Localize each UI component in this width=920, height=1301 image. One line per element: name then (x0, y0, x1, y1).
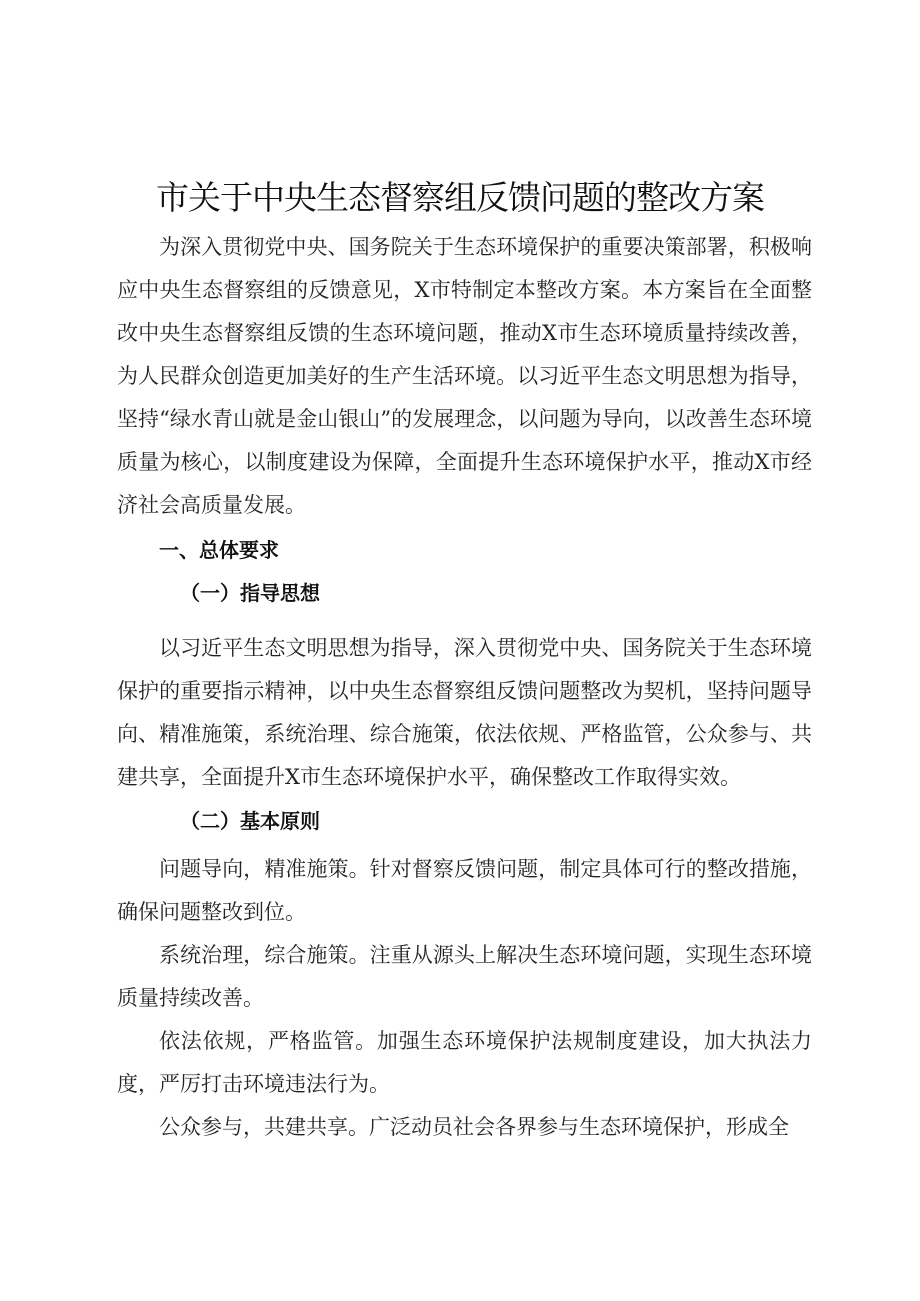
principle-paragraph: 公众参与，共建共享。广泛动员社会各界参与生态环境保护，形成全 (159, 1115, 789, 1139)
subsection-heading-guiding-ideology: （一）指导思想 (180, 581, 320, 605)
intro-block (117, 226, 812, 527)
principles-heading-block (117, 800, 812, 843)
principle-2-block (117, 934, 812, 1020)
subsection-heading-basic-principles: （二）基本原则 (180, 809, 320, 833)
principle-paragraph: 依法依规，严格监管。加强生态环境保护法规制度建设，加大执法力度，严厉打击环境违法行为。 (117, 1029, 812, 1096)
principle-4-block (117, 1106, 812, 1149)
principle-paragraph: 系统治理，综合施策。注重从源头上解决生态环境问题，实现生态环境质量持续改善。 (117, 943, 812, 1010)
guiding-ideology-block (117, 627, 812, 799)
principle-1-block (117, 848, 812, 934)
intro-paragraph: 为深入贯彻党中央、国务院关于生态环境保护的重要决策部署，积极响应中央生态督察组的反馈意见，X市特制定本整改方案。本方案旨在全面整改中央生态督察组反馈的生态环境问题，推动X市生态环境质量持续改善，为人民群众创造更加美好的生产生活环境。以习近平生态文明思想为指导，坚持“绿水青山就是金山银山”的发展理念，以问题为导向，以改善生态环境质量为核心，以制度建设为保障，全面提升生态环境保护水平，推动X市经济社会高质量发展。 (117, 235, 812, 517)
section-heading-general-requirements: 一、总体要求 (159, 538, 279, 562)
guiding-ideology-paragraph: 以习近平生态文明思想为指导，深入贯彻党中央、国务院关于生态环境保护的重要指示精神，以中央生态督察组反馈问题整改为契机，坚持问题导向、精准施策，系统治理、综合施策，依法依规、严格监管，公众参与、共建共享，全面提升X市生态环境保护水平，确保整改工作取得实效。 (117, 636, 812, 789)
principle-3-block (117, 1020, 812, 1106)
principle-paragraph: 问题导向，精准施策。针对督察反馈问题，制定具体可行的整改措施，确保问题整改到位。 (117, 857, 812, 924)
section-block (117, 529, 812, 615)
document-title: 市关于中央生态督察组反馈问题的整改方案 (156, 178, 764, 217)
